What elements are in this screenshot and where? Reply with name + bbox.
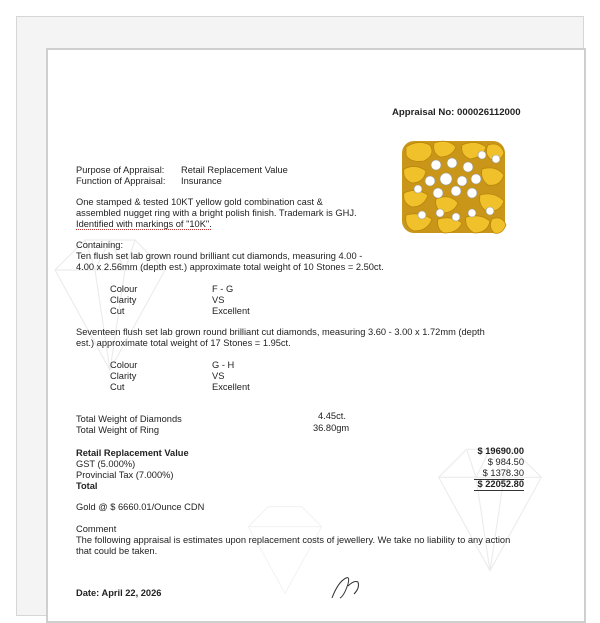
total-label: Total	[76, 481, 98, 491]
purpose-label: Purpose of Appraisal:	[76, 165, 165, 175]
ring-image	[396, 135, 511, 240]
total-diamonds-value: 4.45ct.	[318, 411, 346, 421]
stones2-cut-label: Cut	[110, 382, 125, 392]
comment-line-1: The following appraisal is estimates upon replacement costs of jewellery. We take no liability to any action	[76, 535, 511, 545]
stones2-line-1: Seventeen flush set lab grown round brilliant cut diamonds, measuring 3.60 - 3.00 x 1.72mm (depth	[76, 327, 485, 337]
gst-label: GST (5.000%)	[76, 459, 136, 469]
stones1-clarity-label: Clarity	[110, 295, 137, 305]
appraisal-date: Date: April 22, 2026	[76, 588, 162, 598]
stones1-cut-value: Excellent	[212, 306, 250, 316]
stones2-cut-value: Excellent	[212, 382, 250, 392]
comment-line-2: that could be taken.	[76, 546, 158, 556]
gst-value: $ 984.50	[487, 457, 524, 467]
stones1-clarity-value: VS	[212, 295, 225, 305]
total-rule	[474, 490, 524, 491]
function-label: Function of Appraisal:	[76, 176, 166, 186]
stones1-line-2: 4.00 x 2.56mm (depth est.) approximate total weight of 10 Stones = 2.50ct.	[76, 262, 384, 272]
stones1-colour-value: F - G	[212, 284, 234, 294]
appraisal-label: Appraisal No:	[392, 107, 455, 118]
stones1-colour-label: Colour	[110, 284, 138, 294]
total-ring-label: Total Weight of Ring	[76, 425, 160, 435]
stones2-colour-value: G - H	[212, 360, 235, 370]
appraisal-number	[392, 107, 521, 118]
description-line-1: One stamped & tested 10KT yellow gold combination cast &	[76, 197, 323, 207]
stones2-line-2: est.) approximate total weight of 17 Stones = 1.95ct.	[76, 338, 291, 348]
purpose-value: Retail Replacement Value	[181, 165, 288, 175]
stones2-clarity-value: VS	[212, 371, 225, 381]
diamond-watermark-bottom	[230, 500, 340, 600]
description-line-3: Identified with markings of "10K".	[76, 219, 212, 229]
provincial-tax-label: Provincial Tax (7.000%)	[76, 470, 174, 480]
stones1-cut-label: Cut	[110, 306, 125, 316]
function-value: Insurance	[181, 176, 222, 186]
stones2-clarity-label: Clarity	[110, 371, 137, 381]
stones2-colour-label: Colour	[110, 360, 138, 370]
provincial-tax-value: $ 1378.30	[482, 468, 524, 478]
total-value: $ 22052.80	[477, 479, 524, 489]
signature	[328, 572, 368, 600]
comment-label: Comment	[76, 524, 117, 534]
containing-label: Containing:	[76, 240, 124, 250]
total-diamonds-label: Total Weight of Diamonds	[76, 414, 182, 424]
appraisal-value: 000026112000	[457, 107, 521, 118]
retail-label: Retail Replacement Value	[76, 448, 189, 458]
stones1-line-1: Ten flush set lab grown round brilliant cut diamonds, measuring 4.00 -	[76, 251, 363, 261]
retail-value: $ 19690.00	[477, 446, 524, 456]
total-ring-value: 36.80gm	[313, 423, 350, 433]
description-line-2: assembled nugget ring with a bright polish finish. Trademark is GHJ.	[76, 208, 357, 218]
gold-price: Gold @ $ 6660.01/Ounce CDN	[76, 502, 205, 512]
